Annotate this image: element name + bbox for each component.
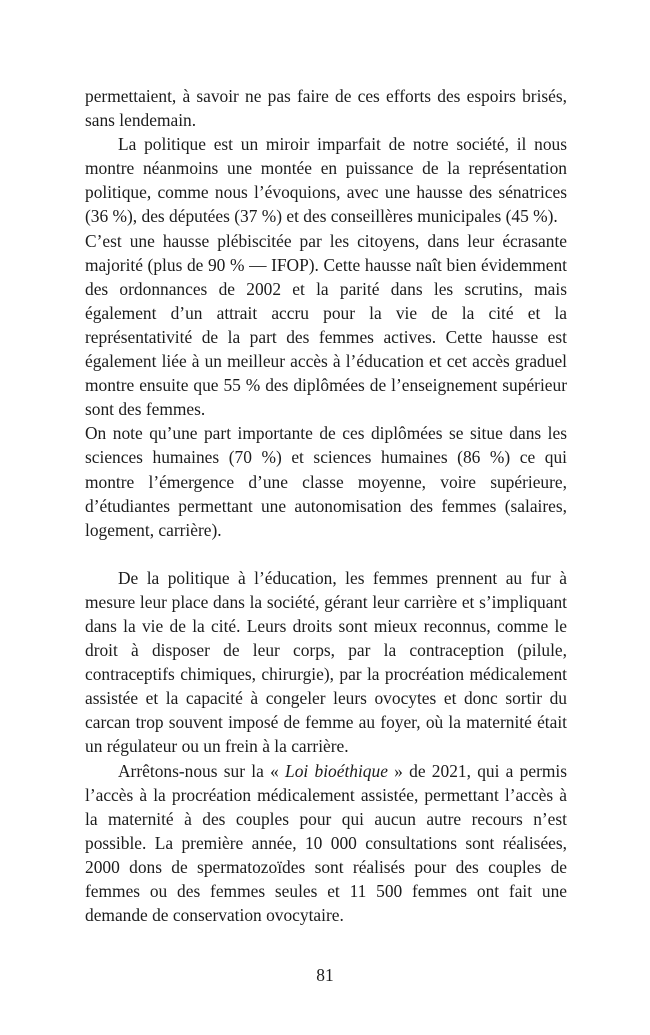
paragraph-politics: La politique est un miroir imparfait de notre société, il nous montre néanmoins une montée en puissance de la représentation politique, comme nous l’évoquions, avec une hausse des sénatrices (36 %), des députées (37 %) et des conseillères municipales (45 %). [85, 134, 567, 227]
paragraph-rights: De la politique à l’éducation, les femmes prennent au fur à mesure leur place dans la société, gérant leur carrière et s’impliquant dans la vie de la cité. Leurs droits sont mieux reconnus, comme le droit à disposer de leur corps, par la contraception (pilule, contraceptifs chimiques, chirurgie), par la procréation médicalement assistée et la capacité à congeler leurs ovocytes et donc sortir du carcan trop souvent imposé de femme au foyer, où la maternité était un régulateur ou un frein à la carrière. [85, 567, 567, 757]
paragraph-bioethics-law [85, 759, 567, 928]
paragraph-continuation: permettaient, à savoir ne pas faire de ces efforts des espoirs brisés, sans lendemain. [85, 86, 567, 131]
page-body-text [85, 84, 567, 927]
bioethics-text-before: Arrêtons-nous sur la « [118, 760, 286, 781]
bioethics-text-after: » de 2021, qui a permis l’accès à la procréation médicalement assistée, permettant l’accès à la maternité à des couples pour qui aucun autre recours n’est possible. La première année, 10 000 consultations sont réalisées, 2000 dons de spermatozoïdes sont réalisés pour des couples de femmes ou des femmes seules et 11 500 femmes ont fait une demande de conservation ovocytaire. [85, 760, 567, 926]
page-number: 81 [316, 965, 334, 985]
bioethics-law-title: Loi bioéthique [285, 760, 388, 781]
paragraph-public-support: C’est une hausse plébiscitée par les citoyens, dans leur écrasante majorité (plus de 90 % — IFOP). Cette hausse naît bien évidemment des ordonnances de 2002 et la parité dans les scrutins, mais également d’un attrait accru pour la vie de la cité et la représentativité de la part des femmes actives. Cette hausse est également liée à un meilleur accès à l’éducation et cet accès graduel montre ensuite que 55 % des diplômées de l’enseignement supérieur sont des femmes. [85, 230, 567, 420]
paragraph-graduates: On note qu’une part importante de ces diplômées se situe dans les sciences humaines (70 %) et sciences humaines (86 %) ce qui montre l’émergence d’une classe moyenne, voire supérieure, d’étudiantes permettant une autonomisation des femmes (salaires, logement, carrière). [85, 423, 567, 540]
